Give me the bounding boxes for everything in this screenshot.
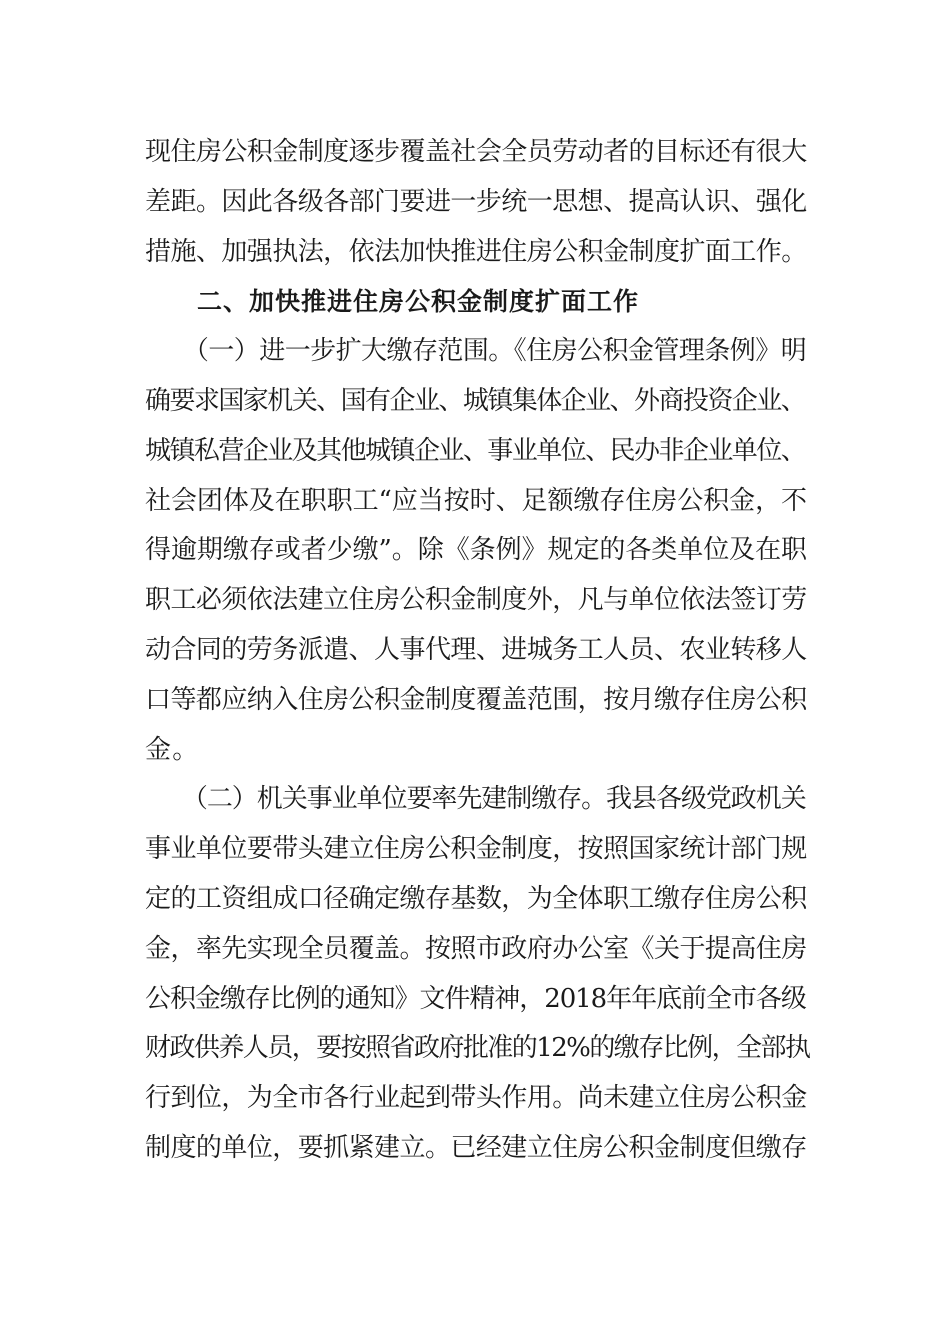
document-page [145, 128, 810, 1174]
body-line: 职工必须依法建立住房公积金制度外，凡与单位依法签订劳 [145, 585, 807, 616]
body-line: 财政供养人员，要按照省政府批准的12%的缴存比例，全部执 [145, 1033, 810, 1064]
body-line: 定的工资组成口径确定缴存基数，为全体职工缴存住房公积 [145, 883, 807, 914]
body-line: 动合同的劳务派遣、人事代理、进城务工人员、农业转移人 [145, 634, 807, 665]
body-line: 口等都应纳入住房公积金制度覆盖范围，按月缴存住房公积 [145, 684, 807, 715]
body-line: 确要求国家机关、国有企业、城镇集体企业、外商投资企业、 [145, 385, 806, 416]
body-line: （一）进一步扩大缴存范围。《住房公积金管理条例》明 [145, 336, 807, 367]
body-line: 金。 [145, 734, 200, 765]
body-line: 公积金缴存比例的通知》文件精神，2018年年底前全市各级 [145, 983, 806, 1014]
body-line: 城镇私营企业及其他城镇企业、事业单位、民办非企业单位、 [145, 435, 806, 466]
body-line: 措施、加强执法，依法加快推进住房公积金制度扩面工作。 [145, 236, 807, 267]
body-line: 社会团体及在职职工“应当按时、足额缴存住房公积金，不 [145, 485, 807, 516]
body-line: 行到位，为全市各行业起到带头作用。尚未建立住房公积金 [145, 1083, 807, 1114]
body-line: 制度的单位，要抓紧建立。已经建立住房公积金制度但缴存 [145, 1132, 807, 1163]
body-line: 事业单位要带头建立住房公积金制度，按照国家统计部门规 [145, 834, 807, 865]
body-line: 得逾期缴存或者少缴”。除《条例》规定的各类单位及在职 [145, 535, 807, 566]
body-line: （二）机关事业单位要率先建制缴存。我县各级党政机关 [145, 784, 806, 815]
body-line: 金，率先实现全员覆盖。按照市政府办公室《关于提高住房 [145, 933, 807, 964]
section-heading: 二、加快推进住房公积金制度扩面工作 [145, 287, 640, 317]
body-line: 差距。因此各级各部门要进一步统一思想、提高认识、强化 [145, 186, 807, 217]
body-line: 现住房公积金制度逐步覆盖社会全员劳动者的目标还有很大 [145, 137, 807, 167]
